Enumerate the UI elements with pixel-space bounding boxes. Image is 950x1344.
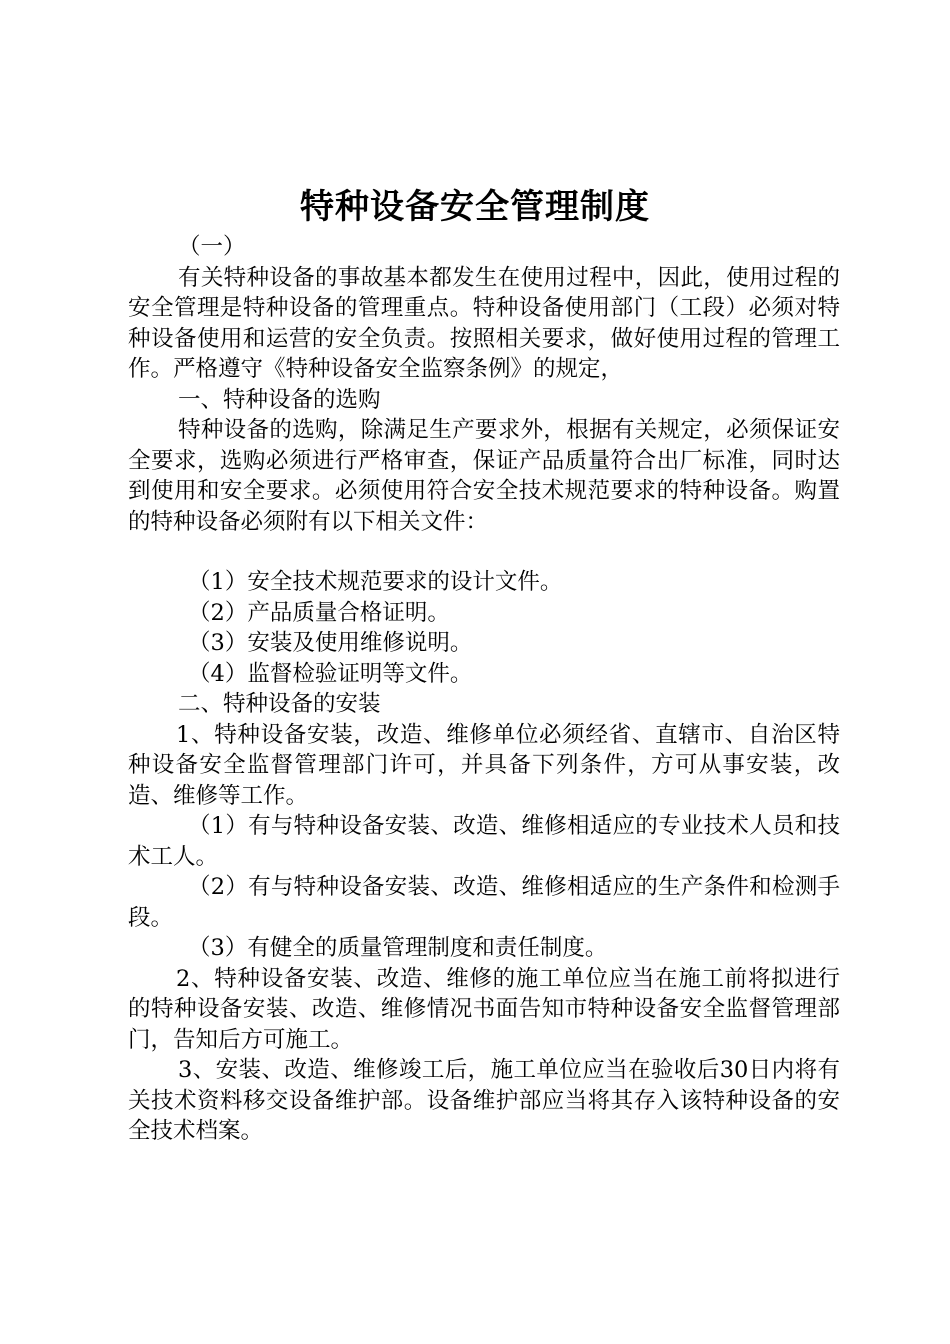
installation-item-3: 3、安装、改造、维修竣工后，施工单位应当在验收后30日内将有关技术资料移交设备维护部。设备维护部应当将其存入该特种设备的安全技术档案。 [128,1057,840,1144]
section-heading-installation: 二、特种设备的安装 [178,691,381,717]
document-title: 特种设备安全管理制度 [300,187,650,227]
installation-item-1: 1、特种设备安装，改造、维修单位必须经省、直辖市、自治区特种设备安全监督管理部门许可，并具备下列条件，方可从事安装，改造、维修等工作。 [128,721,840,809]
installation-item-2: 2、特种设备安装、改造、维修的施工单位应当在施工前将拟进行的特种设备安装、改造、维修情况书面告知市特种设备安全监督管理部门，告知后方可施工。 [128,965,840,1053]
list-item: （3）安装及使用维修说明。 [188,630,473,656]
list-item: （4）监督检验证明等文件。 [188,660,473,687]
condition-item: （3）有健全的质量管理制度和责任制度。 [188,935,608,961]
purchase-paragraph: 特种设备的选购，除满足生产要求外，根据有关规定，必须保证安全要求，选购必须进行严格审查，保证产品质量符合出厂标准，同时达到使用和安全要求。必须使用符合安全技术规范要求的特种设备。购置的特种设备必须附有以下相关文件： [128,417,840,535]
section-number: （一） [178,234,246,260]
condition-item: （2）有与特种设备安装、改造、维修相适应的生产条件和检测手段。 [128,874,840,931]
document-body [128,232,840,1147]
list-item: （2）产品质量合格证明。 [188,599,450,626]
condition-item: （1）有与特种设备安装、改造、维修相适应的专业技术人员和技术工人。 [128,813,840,870]
section-heading-purchase: 一、特种设备的选购 [178,386,381,413]
list-item: （1）安全技术规范要求的设计文件。 [188,569,563,595]
intro-paragraph: 有关特种设备的事故基本都发生在使用过程中，因此，使用过程的安全管理是特种设备的管理重点。特种设备使用部门（工段）必须对特种设备使用和运营的安全负责。按照相关要求，做好使用过程的管理工作。严格遵守《特种设备安全监察条例》的规定， [128,264,840,382]
